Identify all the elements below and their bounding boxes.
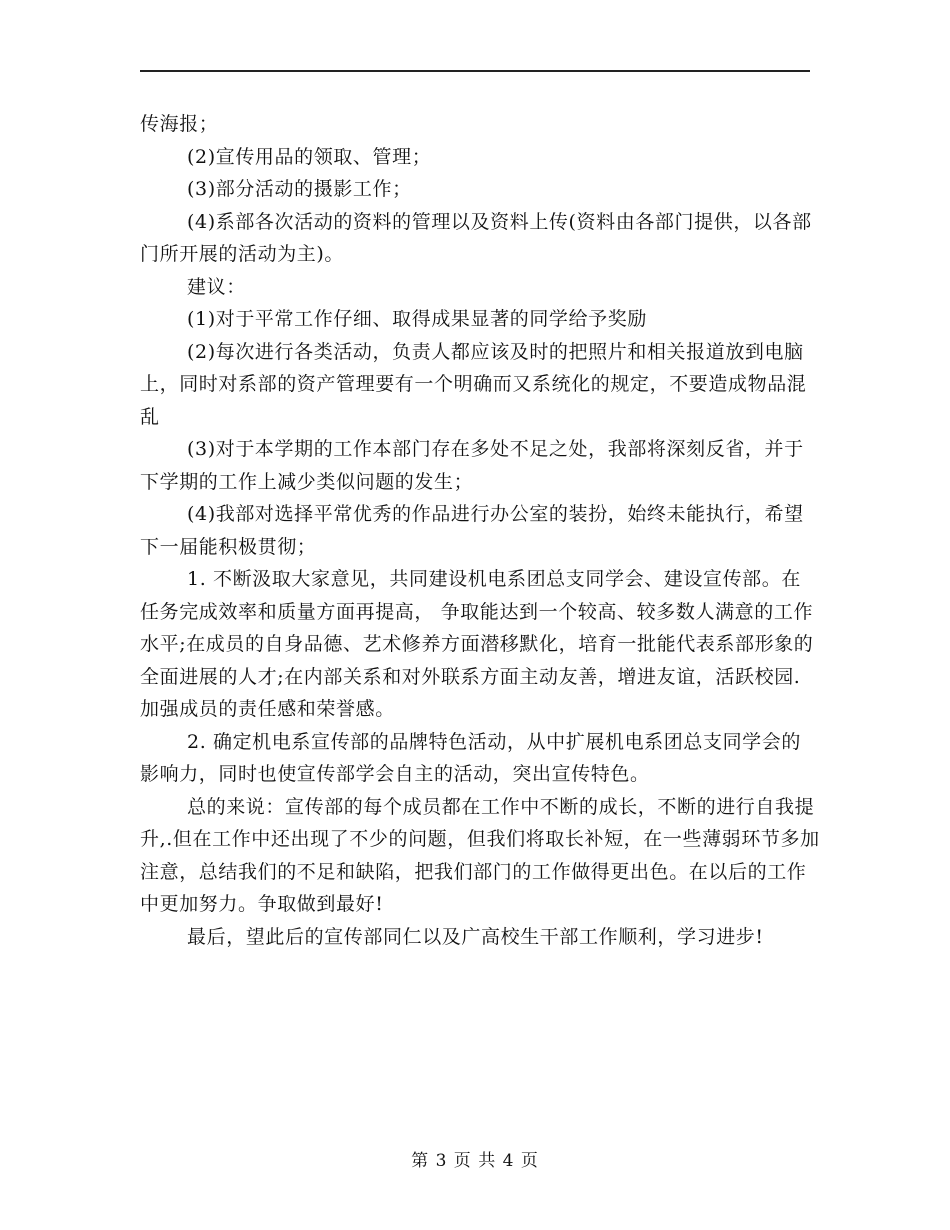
paragraph: 1. 不断汲取大家意见，共同建设机电系团总支同学会、建设宣传部。在任务完成效率和质量方面再提高， 争取能达到一个较高、较多数人满意的工作水平;在成员的自身品德、艺术修养方面潜移默化，培育一批能代表系部形象的全面进展的人才;在内部关系和对外联系方面主动友善，增进友谊，活跃校园.加强成员的责任感和荣誉感。 bbox=[140, 568, 814, 720]
paragraph-heading-suggestions: 建议： bbox=[187, 275, 246, 298]
page-number-footer: 第 3 页 共 4 页 bbox=[411, 1151, 539, 1171]
paragraph: (3)部分活动的摄影工作； bbox=[187, 178, 412, 200]
document-body bbox=[140, 108, 820, 953]
paragraph: 2. 确定机电系宣传部的品牌特色活动，从中扩展机电系团总支同学会的影响力，同时也使宣传部学会自主的活动，突出宣传特色。 bbox=[140, 730, 801, 785]
paragraph: (1)对于平常工作仔细、取得成果显著的同学给予奖励 bbox=[187, 308, 647, 330]
paragraph-closing: 最后，望此后的宣传部同仁以及广高校生干部工作顺利，学习进步! bbox=[187, 925, 764, 948]
header-rule bbox=[140, 70, 810, 72]
paragraph: (4)我部对选择平常优秀的作品进行办公室的装扮，始终未能执行，希望下一届能积极贯彻； bbox=[140, 503, 804, 558]
paragraph: 传海报； bbox=[140, 113, 219, 135]
paragraph: (3)对于本学期的工作本部门存在多处不足之处，我部将深刻反省，并于下学期的工作上减少类似问题的发生； bbox=[140, 438, 804, 493]
paragraph: (2)每次进行各类活动，负责人都应该及时的把照片和相关报道放到电脑上，同时对系部的资产管理要有一个明确而又系统化的规定，不要造成物品混乱 bbox=[140, 340, 807, 428]
paragraph-summary: 总的来说：宣传部的每个成员都在工作中不断的成长，不断的进行自我提升,.但在工作中还出现了不少的问题，但我们将取长补短，在一些薄弱环节多加注意，总结我们的不足和缺陷，把我们部门的工作做得更出色。在以后的工作中更加努力。争取做到最好! bbox=[140, 795, 820, 915]
paragraph: (2)宣传用品的领取、管理； bbox=[187, 145, 432, 168]
paragraph: (4)系部各次活动的资料的管理以及资料上传(资料由各部门提供，以各部门所开展的活动为主)。 bbox=[140, 210, 812, 265]
